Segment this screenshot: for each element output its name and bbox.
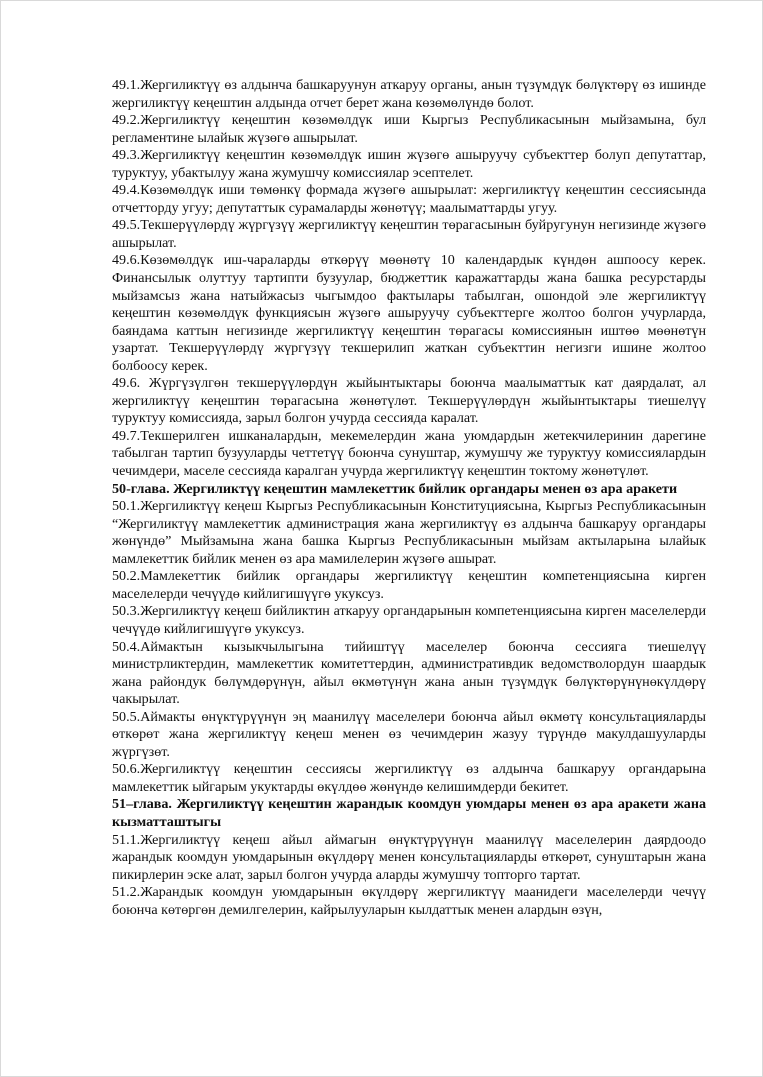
- paragraph-49-6b: 49.6. Жүргүзүлгөн текшерүүлөрдүн жыйынтыктары боюнча маалыматтык кат даярдалат, ал жергиликтүү кеңештин төрагасына жөнөтүлөт. Текшерүүлөрдүн жыйынтыктары тиешелүү туруктуу комиссияда, зарыл болгон учурда сессияда каралат.: [112, 375, 706, 427]
- paragraph-51-2: 51.2.Жарандык коомдун уюмдарынын өкүлдөрү жергиликтүү маанидеги маселелерди чечүү боюнча көтөргөн демилгелерин, кайрылууларын кылдаттык менен алардын өзүн,: [112, 884, 706, 918]
- paragraph-49-7: 49.7.Текшерилген ишканалардын, мекемелердин жана уюмдардын жетекчилеринин дарегине табылган тартип бузууларды четтетүү боюнча сунуштар, жумушчу же туруктуу комиссиялардын чечимдери, маселе сессияда каралган учурда жергиликтүү кеңештин токтому жөнөтүлөт.: [112, 427, 706, 480]
- paragraph-50-2: 50.2.Мамлекеттик бийлик органдары жергиликтүү кеңештин компетенциясына кирген маселелерди чечүүдө кийлигишүүгө укуксуз.: [112, 568, 706, 602]
- chapter-51-heading: 51–глава. Жергиликтүү кеңештин жарандык коомдун уюмдары менен өз ара аракети жана кызматташтыгы: [112, 796, 706, 830]
- paragraph-49-5: 49.5.Текшерүүлөрдү жүргүзүү жергиликтүү кеңештин төрагасынын буйругунун негизинде жүзөгө ашырылат.: [112, 217, 706, 251]
- chapter-50-heading: 50-глава. Жергиликтүү кеңештин мамлекеттик бийлик органдары менен өз ара аракети: [112, 480, 678, 497]
- document-body: [112, 77, 706, 919]
- paragraph-50-4: 50.4.Аймактын кызыкчылыгына тийиштүү маселелер боюнча сессияга тиешелүү министрликтердин, мамлекеттик комитеттердин, административдик ведомстволордун шаардык жана райондук бөлүмдөрүнүн, айыл өкмөтүнүн жана анын түзүмдүк бөлүктөрүнүнөкүлдөрү чакырылат.: [112, 638, 706, 708]
- paragraph-51-1: 51.1.Жергиликтүү кеңеш айыл аймагын өнүктүрүүнүн маанилүү маселелерин даярдоодо жарандык коомдун уюмдарынын өкүлдөрү менен консультацияларды өткөрөт, сунуштарын жана пикирлерин эске алат, зарыл болгон учурда аларды жумушчу топторго тартат.: [112, 831, 706, 883]
- paragraph-50-3: 50.3.Жергиликтүү кеңеш бийликтин аткаруу органдарынын компетенциясына кирген маселелерди чечүүдө кийлигишүүгө укуксуз.: [112, 603, 706, 637]
- paragraph-50-1: 50.1.Жергиликтүү кеңеш Кыргыз Республикасынын Конституциясына, Кыргыз Республикасынын “Жергиликтүү мамлекеттик администрация жана жергиликтүү өз алдынча башкаруу органдары жөнүндө” Мыйзамына жана башка Кыргыз Республикасынын мыйзам актыларына ылайык мамлекеттик бийлик менен өз ара мамилелерин жүзөгө ашырат.: [112, 498, 706, 567]
- paragraph-49-4: 49.4.Көзөмөлдүк иши төмөнкү формада жүзөгө ашырылат: жергиликтүү кеңештин сессиясында отчетторду угуу; депутаттык сурамаларды жөнөтүү; маалыматтарды угуу.: [112, 182, 706, 216]
- paragraph-49-1: 49.1.Жергиликтүү өз алдынча башкаруунун аткаруу органы, анын түзүмдүк бөлүктөрү өз ишинде жергиликтүү кеңештин алдында отчет берет жана көзөмөлүндө болот.: [112, 77, 706, 111]
- paragraph-49-2: 49.2.Жергиликтүү кеңештин көзөмөлдүк иши Кыргыз Республикасынын мыйзамына, бул регламентине ылайык жүзөгө ашырылат.: [112, 112, 706, 146]
- paragraph-49-3: 49.3.Жергиликтүү кеңештин көзөмөлдүк ишин жүзөгө ашыруучу субъекттер болуп депутаттар, туруктуу, убактылуу жана жумушчу комиссиялар эсептелет.: [112, 147, 706, 181]
- paragraph-50-5: 50.5.Аймакты өнүктүрүүнүн эң маанилүү маселелери боюнча айыл өкмөтү консультацияларды өткөрөт жана жергиликтүү кеңеш менен өз чечимдерин жазуу түрүндө макулдашууларды жүргүзөт.: [112, 708, 706, 760]
- paragraph-49-6a: 49.6.Көзөмөлдүк иш-чараларды өткөрүү мөөнөтү 10 календардык күндөн ашпоосу керек. Финансылык олуттуу тартипти бузуулар, бюджеттик каражаттарды жана башка ресурстарды мыйзамсыз жана натыйжасыз чыгымдоо фактылары табылган, ошондой эле жергиликтүү кеңештин көзөмөлдүк функциясын жүзөгө ашыруучу субъекттерге жолтоо болгон учурларда, баяндама каттын негизинде жергиликтүү кеңештин төрагасы комиссиянын иштөө мөөнөтүн узартат. Текшерүүлөрдү жүргүзүү текшерилип жаткан субъекттин негизги ишине жолтоо болбоосу керек.: [112, 252, 706, 374]
- paragraph-50-6: 50.6.Жергиликтүү кеңештин сессиясы жергиликтүү өз алдынча башкаруу органдарына мамлекеттик ыйгарым укуктарды өкүлдөө жөнүндө келишимдерди бекитет.: [112, 761, 706, 795]
